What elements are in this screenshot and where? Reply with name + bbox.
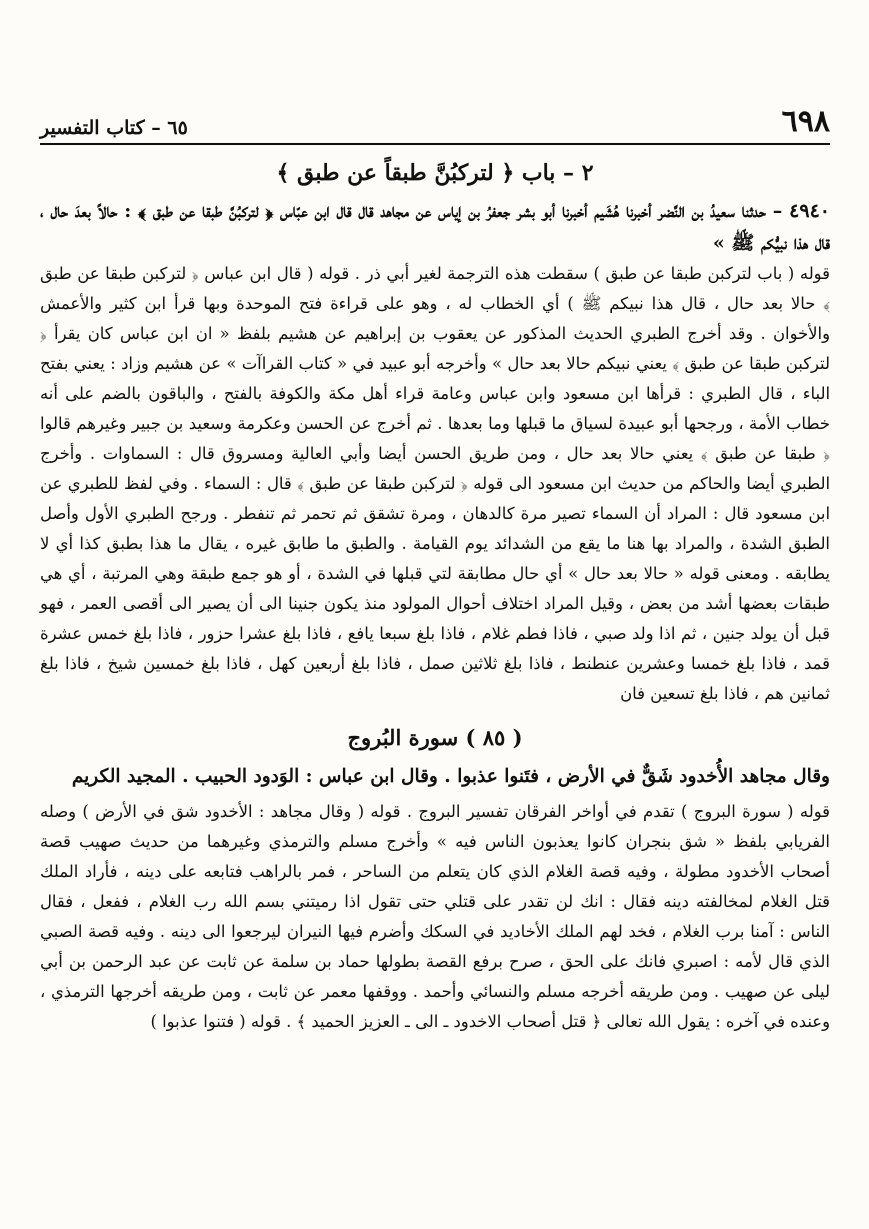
running-title: ٦٥ – كتاب التفسير [40, 117, 188, 139]
page-number: ٦٩٨ [781, 104, 830, 139]
page-header [40, 95, 830, 139]
hadith-text: ٤٩٤٠ – حدثنا سعيدُ بن النَّضر أخبرنا هُشَيم أخبرنا أبو بشر جعفرُ بن إياس عن مجاهد قال قال ابن عبّاس ﴿ لتركبُنَّ طبقا عن طبق ﴾ : حالاً بعدَ حال ، قال هذا نبيُّكم ﷺ » [40, 200, 830, 254]
commentary-paragraph-2: قوله ( سورة البروج ) تقدم في أواخر الفرقان تفسير البروج . قوله ( وقال مجاهد : الأخدود شق في الأرض ) وصله الفريابي بلفظ « شق بنجران كانوا يعذبون الناس فيه » وأخرج مسلم والترمذي وغيرهما من حديث صهيب قصة أصحاب الأخدود مطولة ، وفيه قصة الغلام الذي كان يتعلم من الساحر ، فمر بالراهب فتابعه على دينه ، فأراد الملك قتل الغلام لمخالفته دينه فقال : انك لن تقدر على قتلي حتى تقول اذا رميتني بسم الله رب الغلام ، ففعل ، فقال الناس : آمنا برب الغلام ، فخد لهم الملك الأخاديد في السكك وأضرم فيها النيران ليرجعوا الى دينه . وفيه قصة الصبي الذي قال لأمه : اصبري فانك على الحق ، صرح برفع القصة بطولها حماد بن سلمة عن ثابت عن عبد الرحمن بن أبي ليلى عن صهيب . ومن طريقه أخرجه مسلم والنسائي وأحمد . ووقفها معمر عن ثابت ، ومن طريقه أخرجها الترمذي ، وعنده في آخره : يقول الله تعالى ﴿ قتل أصحاب الاخدود ـ الى ـ العزيز الحميد ﴾ . قوله ( فتنوا عذبوا ) [40, 802, 830, 1031]
surah-intro: وقال مجاهد الأُخدود شَقٌّ في الأرض ، فتَنوا عذبوا . وقال ابن عباس : الوَدود الحبيب . المجيد الكريم [71, 766, 830, 787]
commentary-paragraph-1: قوله ( باب لتركبن طبقا عن طبق ) سقطت هذه الترجمة لغير أبي ذر . قوله ( قال ابن عباس ﴿ لتركبن طبقا عن طبق ﴾ حالا بعد حال ، قال هذا نبيكم ﷺ ) أي الخطاب له ، وهو على قراءة فتح الموحدة وبها قرأ ابن كثير والأعمش والأخوان . وقد أخرج الطبري الحديث المذكور عن يعقوب بن إبراهيم عن هشيم بلفظ « ان ابن عباس كان يقرأ ﴿ لتركبن طبقا عن طبق ﴾ يعني نبيكم حالا بعد حال » وأخرجه أبو عبيد في « كتاب القراآت » عن هشيم وزاد : يعني بفتح الباء ، قال الطبري : قرأها ابن مسعود وابن عباس وعامة قراء أهل مكة والكوفة بالفتح ، والباقون بالضم على أنه خطاب الأمة ، ورجحها أبو عبيدة لسياق ما قبلها وما بعدها . ثم أخرج عن الحسن وعكرمة وسعيد بن جبير وغيرهم قالوا ﴿ طبقا عن طبق ﴾ يعني حالا بعد حال ، ومن طريق الحسن أيضا وأبي العالية ومسروق قال : السماوات . وأخرج الطبري أيضا والحاكم من حديث ابن مسعود الى قوله ﴿ لتركبن طبقا عن طبق ﴾ قال : السماء . وفي لفظ للطبري عن ابن مسعود قال : المراد أن السماء تصير مرة كالدهان ، ومرة تشقق ثم تحمر ثم تنفطر . ورجح الطبري الأول وأصل الطبق الشدة ، والمراد بها هنا ما يقع من الشدائد يوم القيامة . والطبق ما طابق غيره ، يقال ما هذا بطبق كذا أي لا يطابقه . ومعنى قوله « حالا بعد حال » أي حال مطابقة لتي قبلها في الشدة ، أو هو جمع طبقة وهي المرتبة ، أي هي طبقات بعضها أشد من بعض ، وقيل المراد اختلاف أحوال المولود منذ يكون جنينا الى أن يصير الى أقصى العمر ، فهو قبل أن يولد جنين ، ثم اذا ولد صبي ، فاذا فطم غلام ، فاذا بلغ سبعا يافع ، فاذا بلغ عشرا حزور ، فاذا بلغ خمس عشرة قمد ، فاذا بلغ خمسا وعشرين عنطنط ، فاذا بلغ ثلاثين صمل ، فاذا بلغ أربعين كهل ، فاذا بلغ خمسين شيخ ، فاذا بلغ ثمانين هم ، فاذا بلغ تسعين فان [40, 264, 830, 703]
header-rule [40, 143, 830, 145]
surah-title: ( ٨٥ ) سورة البُروج [347, 725, 523, 750]
book-page [40, 95, 830, 1037]
chapter-title: ٢ – باب ﴿ لتركبُنَّ طبقاً عن طبق ﴾ [276, 160, 594, 186]
